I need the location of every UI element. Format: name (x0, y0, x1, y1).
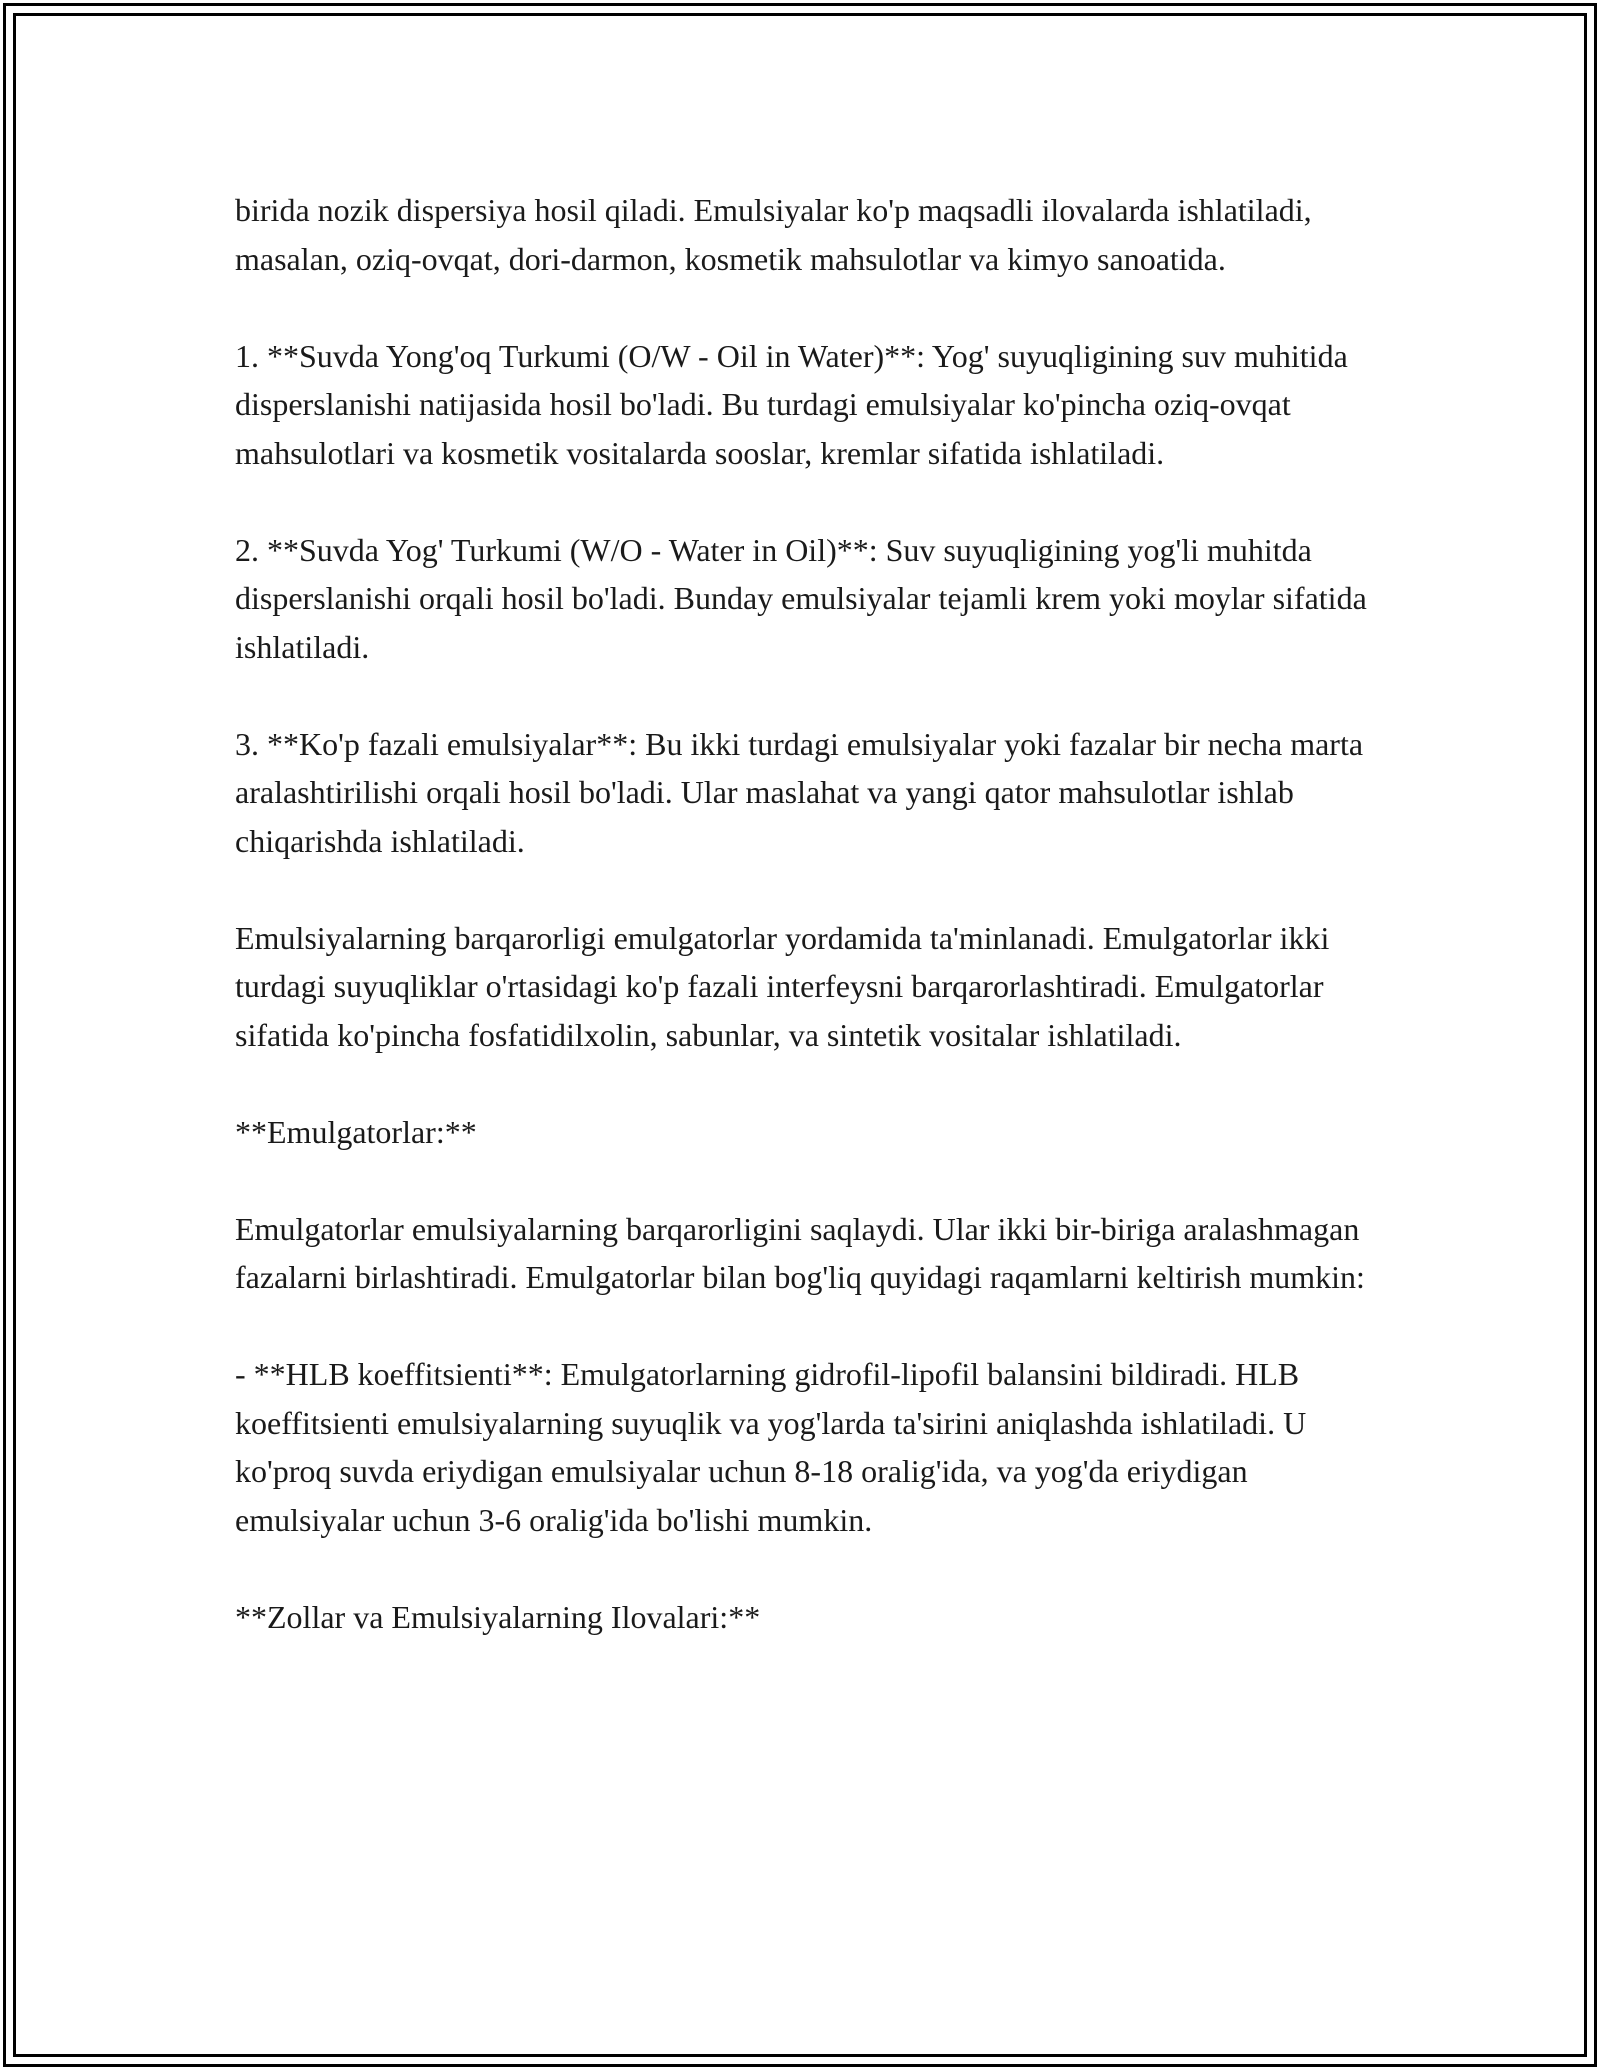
paragraph-intro: birida nozik dispersiya hosil qiladi. Emulsiyalar ko'p maqsadli ilovalarda ishlatiladi, masalan, oziq-ovqat, dori-darmon, kosmetik mahsulotlar va kimyo sanoatida. (235, 192, 1312, 277)
paragraph-ow-emulsion: 1. **Suvda Yong'oq Turkumi (O/W - Oil in Water)**: Yog' suyuqligining suv muhitida disperslanishi natijasida hosil bo'ladi. Bu turdagi emulsiyalar ko'pincha oziq-ovqat mahsulotlari va kosmetik vositalarda sooslar, kremlar sifatida ishlatiladi. (235, 337, 1348, 471)
paragraph-wo-emulsion: 2. **Suvda Yog' Turkumi (W/O - Water in Oil)**: Suv suyuqligining yog'li muhitda disperslanishi orqali hosil bo'ladi. Bunday emulsiyalar tejamli krem yoki moylar sifatida ishlatiladi. (235, 531, 1367, 665)
paragraph-stability: Emulsiyalarning barqarorligi emulgatorlar yordamida ta'minlanadi. Emulgatorlar ikki turdagi suyuqliklar o'rtasidagi ko'p fazali interfeysni barqarorlashtiradi. Emulgatorlar sifatida ko'pincha fosfatidilxolin, sabunlar, va sintetik vositalar ishlatiladi. (235, 919, 1330, 1053)
paragraph-hlb: - **HLB koeffitsienti**: Emulgatorlarning gidrofil-lipofil balansini bildiradi. HLB koeffitsienti emulsiyalarning suyuqlik va yog'larda ta'sirini aniqlashda ishlatiladi. U ko'proq suvda eriydigan emulsiyalar uchun 8-18 oralig'ida, va yog'da eriydigan emulsiyalar uchun 3-6 oralig'ida bo'lishi mumkin. (235, 1356, 1307, 1538)
paragraph-multiphase-emulsion: 3. **Ko'p fazali emulsiyalar**: Bu ikki turdagi emulsiyalar yoki fazalar bir necha marta aralashtirilishi orqali hosil bo'ladi. Ular maslahat va yangi qator mahsulotlar ishlab chiqarishda ishlatiladi. (235, 725, 1364, 859)
heading-applications: **Zollar va Emulsiyalarning Ilovalari:** (235, 1598, 761, 1635)
paragraph-emulgator-description: Emulgatorlar emulsiyalarning barqarorligini saqlaydi. Ular ikki bir-biriga aralashmagan fazalarni birlashtiradi. Emulgatorlar bilan bog'liq quyidagi raqamlarni keltirish mumkin: (235, 1210, 1365, 1295)
document-body (235, 186, 1375, 1641)
heading-emulgatorlar: **Emulgatorlar:** (235, 1113, 477, 1150)
